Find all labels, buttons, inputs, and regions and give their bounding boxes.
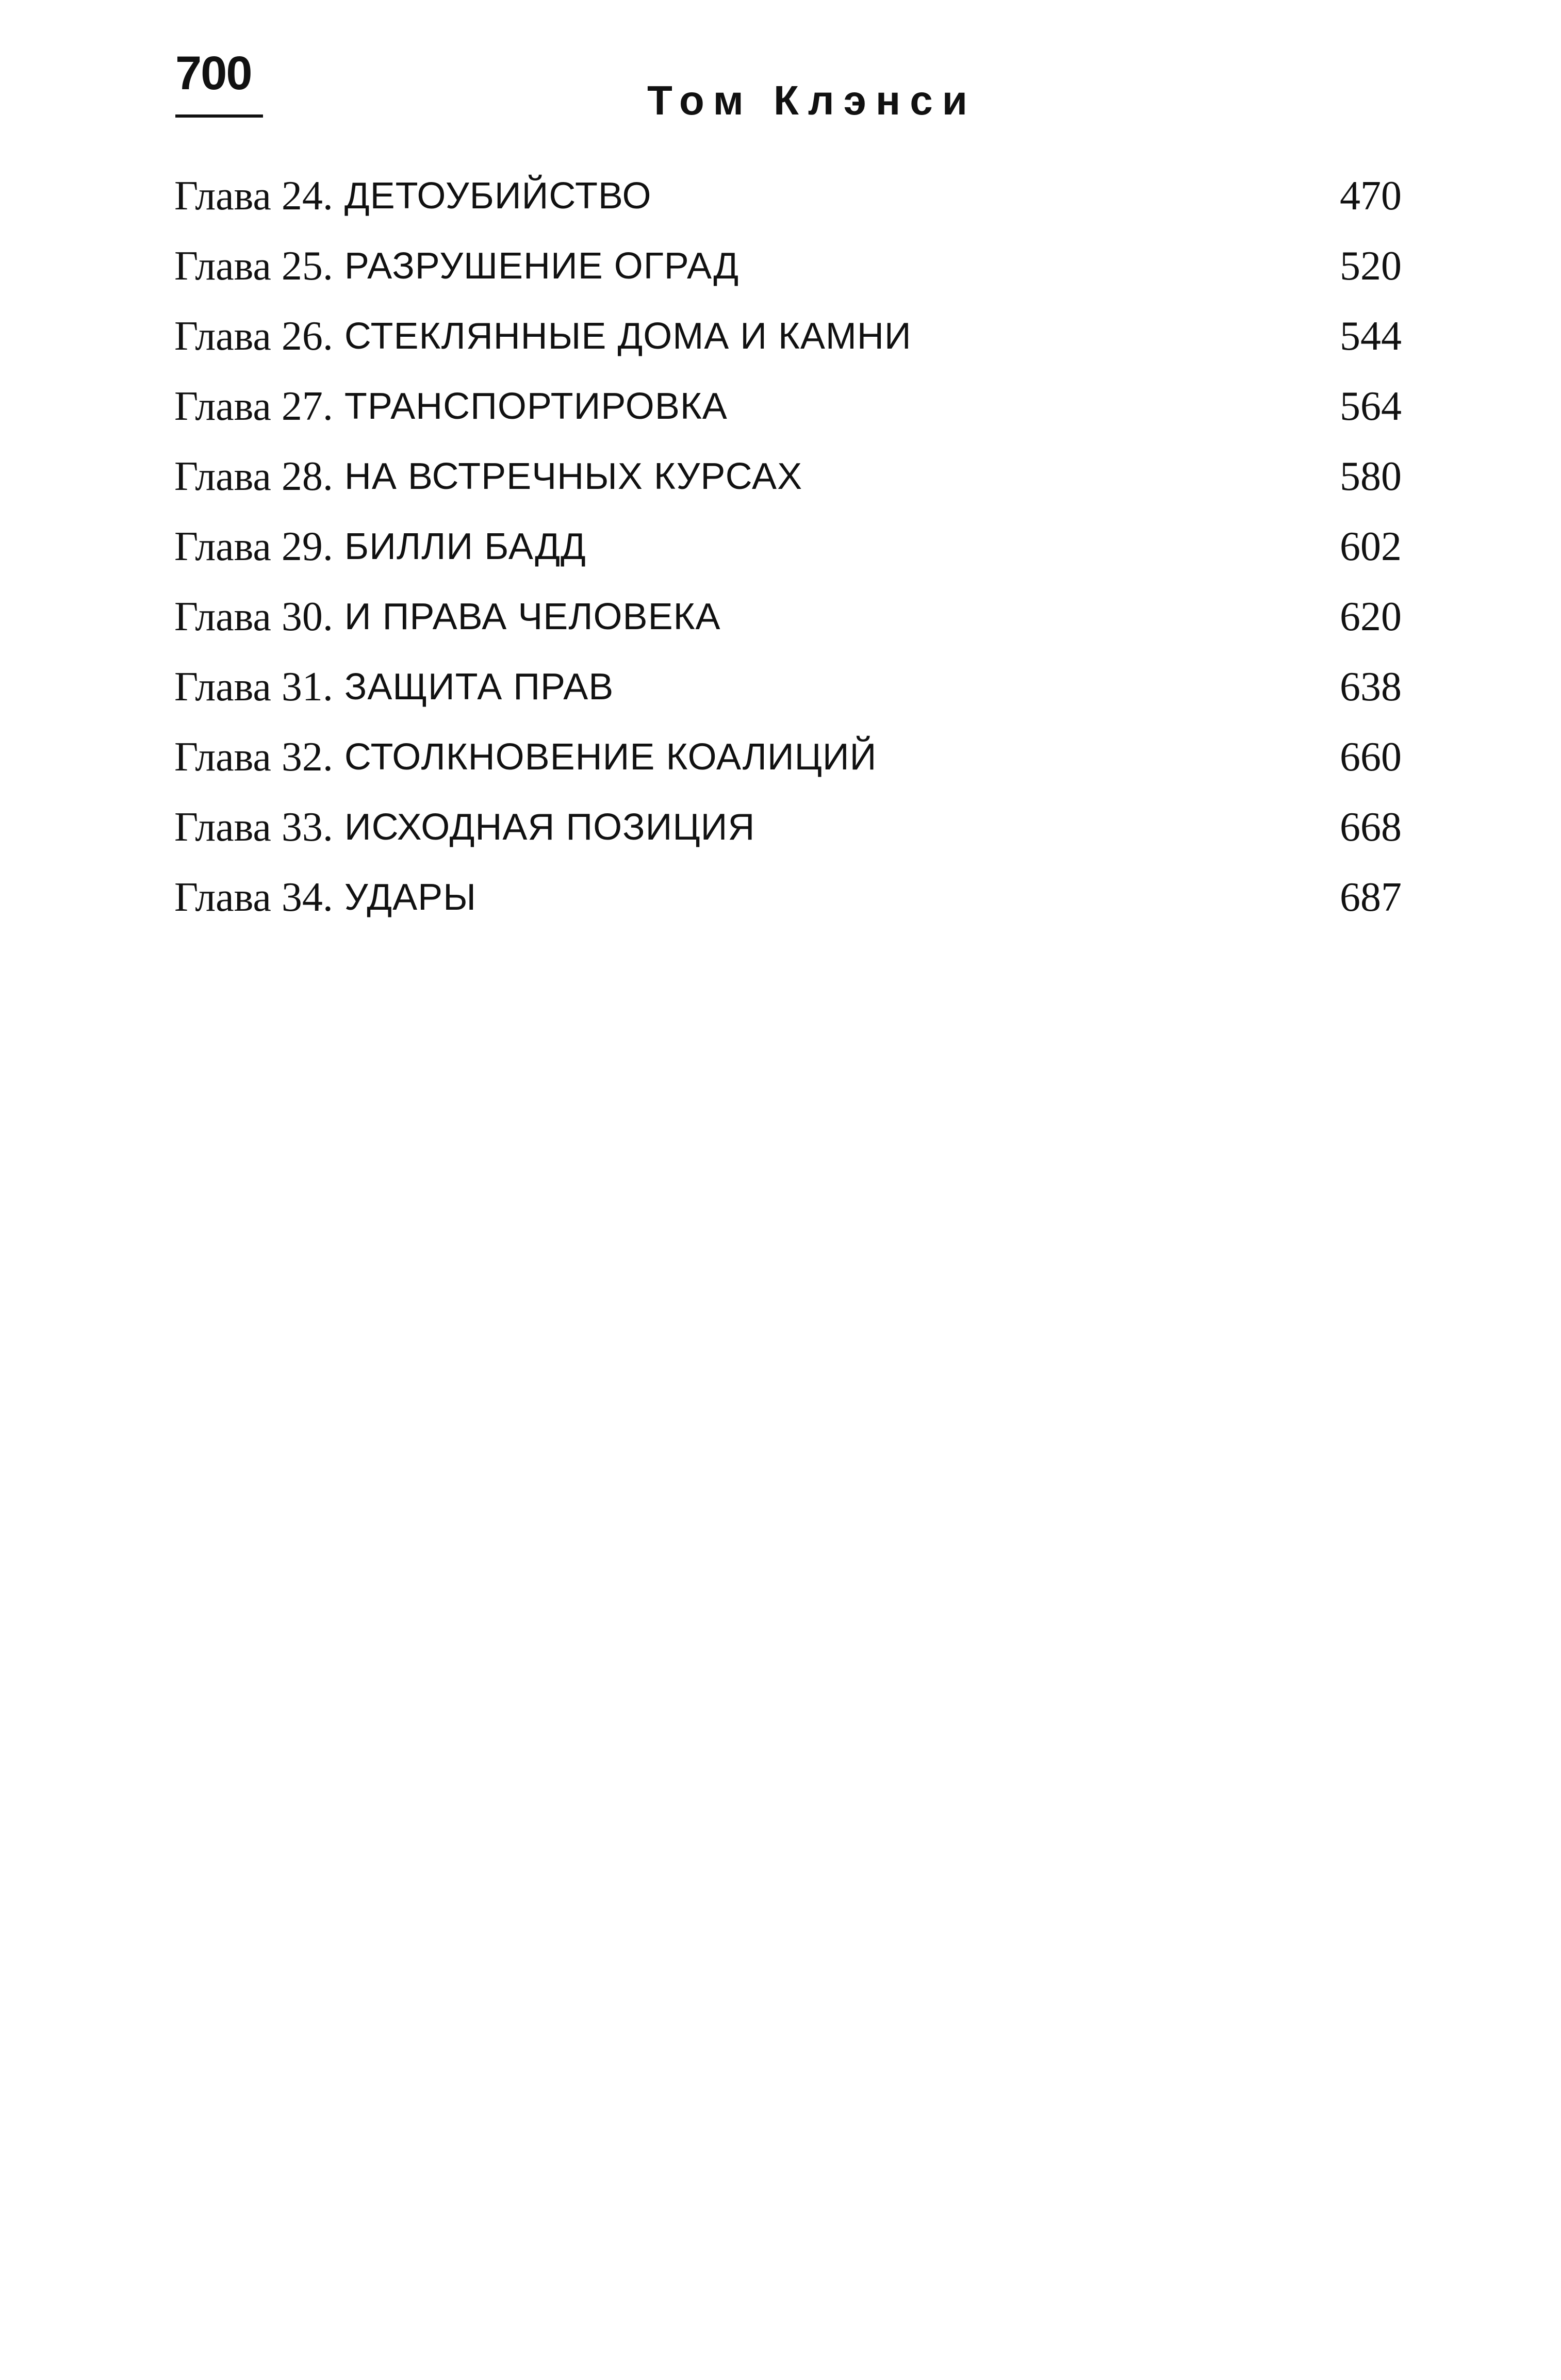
toc-entry bbox=[174, 722, 1402, 792]
chapter-page-number: 470 bbox=[1340, 173, 1402, 219]
toc-entry bbox=[174, 161, 1402, 231]
chapter-page-number: 687 bbox=[1340, 875, 1402, 920]
chapter-page-number: 660 bbox=[1340, 734, 1402, 780]
chapter-page-number: 668 bbox=[1340, 805, 1402, 850]
chapter-title: СТЕКЛЯННЫЕ ДОМА И КАМНИ bbox=[344, 316, 912, 357]
toc-entry bbox=[174, 512, 1402, 582]
chapter-page-number: 580 bbox=[1340, 454, 1402, 499]
chapter-title: ДЕТОУБИЙСТВО bbox=[344, 175, 652, 217]
toc-entry bbox=[174, 862, 1402, 932]
chapter-title: УДАРЫ bbox=[344, 877, 476, 918]
toc-entry bbox=[174, 231, 1402, 301]
toc-entry bbox=[174, 301, 1402, 371]
chapter-title: ТРАНСПОРТИРОВКА bbox=[344, 386, 728, 427]
chapter-title: БИЛЛИ БАДД bbox=[344, 526, 586, 567]
toc-entry bbox=[174, 371, 1402, 441]
chapter-page-number: 564 bbox=[1340, 384, 1402, 429]
chapter-page-number: 620 bbox=[1340, 594, 1402, 639]
running-title: Том Клэнси bbox=[647, 77, 977, 123]
chapter-page-number: 520 bbox=[1340, 243, 1402, 289]
chapter-label: Глава 27. bbox=[174, 384, 333, 429]
page-number-underline bbox=[175, 114, 263, 118]
toc-entry bbox=[174, 582, 1402, 652]
chapter-label: Глава 32. bbox=[174, 734, 333, 780]
chapter-title: РАЗРУШЕНИЕ ОГРАД bbox=[344, 245, 740, 287]
chapter-page-number: 544 bbox=[1340, 314, 1402, 359]
page-number: 700 bbox=[175, 47, 252, 100]
table-of-contents bbox=[174, 161, 1402, 932]
toc-entry bbox=[174, 652, 1402, 722]
chapter-label: Глава 28. bbox=[174, 454, 333, 499]
toc-entry bbox=[174, 792, 1402, 862]
chapter-label: Глава 34. bbox=[174, 875, 333, 920]
chapter-label: Глава 26. bbox=[174, 314, 333, 359]
chapter-label: Глава 33. bbox=[174, 805, 333, 850]
toc-entry bbox=[174, 441, 1402, 512]
chapter-title: ИСХОДНАЯ ПОЗИЦИЯ bbox=[344, 807, 755, 848]
chapter-title: СТОЛКНОВЕНИЕ КОАЛИЦИЙ bbox=[344, 736, 877, 778]
chapter-title: ЗАЩИТА ПРАВ bbox=[344, 666, 614, 708]
chapter-label: Глава 24. bbox=[174, 173, 333, 219]
chapter-label: Глава 25. bbox=[174, 243, 333, 289]
chapter-label: Глава 29. bbox=[174, 524, 333, 569]
chapter-title: И ПРАВА ЧЕЛОВЕКА bbox=[344, 596, 721, 637]
chapter-title: НА ВСТРЕЧНЫХ КУРСАХ bbox=[344, 456, 803, 497]
chapter-page-number: 602 bbox=[1340, 524, 1402, 569]
chapter-label: Глава 30. bbox=[174, 594, 333, 639]
chapter-label: Глава 31. bbox=[174, 664, 333, 710]
chapter-page-number: 638 bbox=[1340, 664, 1402, 710]
page-header bbox=[0, 0, 1561, 155]
